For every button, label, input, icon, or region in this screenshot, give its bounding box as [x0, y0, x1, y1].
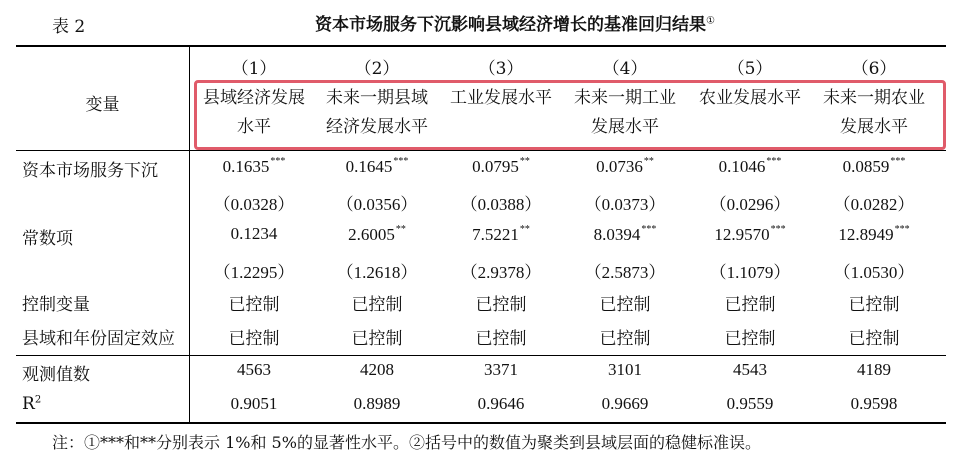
cell-value: 0.0859	[842, 157, 890, 176]
cell-value: 已控制	[351, 329, 403, 348]
cell-value: 0.0736	[596, 157, 643, 176]
cell-value: 4543	[733, 360, 767, 379]
table-cell	[315, 290, 439, 315]
cell-value: 已控制	[475, 295, 527, 314]
column-header-line2: 经济发展水平	[326, 117, 428, 137]
significance-stars: **	[519, 224, 530, 235]
cell-value: 0.9559	[726, 394, 774, 413]
cell-value: （2.9378）	[460, 263, 542, 282]
cell-value: （1.2295）	[213, 263, 295, 282]
significance-stars: **	[519, 156, 530, 167]
significance-stars: ***	[894, 224, 910, 235]
row-label-text: 控制变量	[22, 295, 90, 315]
table-cell	[192, 394, 316, 414]
cell-value: （0.0328）	[213, 195, 295, 214]
cell-value: 0.9598	[850, 394, 898, 413]
cell-value: 2.6005	[348, 225, 395, 244]
cell-value: （1.2618）	[336, 263, 418, 282]
cell-value: （0.0356）	[336, 195, 418, 214]
cell-value: 4208	[360, 360, 394, 379]
cell-value: 4189	[857, 360, 891, 379]
significance-stars: ***	[890, 156, 906, 167]
cell-value: 0.8989	[353, 394, 401, 413]
significance-stars: ***	[641, 224, 657, 235]
column-header-num: （6）	[851, 59, 897, 79]
cell-value: 0.1234	[230, 224, 278, 243]
table-cell	[315, 156, 439, 177]
column-header-num: （3）	[478, 59, 524, 79]
table-cell	[563, 258, 687, 283]
cell-value: （1.0530）	[833, 263, 915, 282]
table-cell	[688, 258, 812, 283]
obs-rule	[16, 355, 946, 356]
cell-value: （0.0282）	[833, 195, 915, 214]
title-note-marker: ①	[706, 15, 715, 27]
column-header-line2: 发展水平	[591, 117, 659, 137]
table-cell	[439, 156, 563, 177]
table-cell	[439, 224, 563, 245]
significance-stars: ***	[270, 156, 286, 167]
cell-value: 已控制	[599, 329, 651, 348]
table-cell	[563, 156, 687, 177]
cell-value: 0.1645	[345, 157, 393, 176]
row-label	[22, 224, 73, 249]
table-title-row	[0, 8, 970, 36]
table-cell	[315, 190, 439, 215]
row-label	[22, 156, 158, 181]
table-cell	[439, 290, 563, 315]
table-cell	[192, 156, 316, 177]
row-label-superscript: 2	[34, 394, 42, 406]
column-header-line2: 发展水平	[840, 117, 908, 137]
table-cell	[812, 324, 936, 349]
column-header-line1: 县域经济发展	[203, 88, 305, 108]
table-cell	[439, 360, 563, 380]
table-cell	[812, 258, 936, 283]
table-cell	[192, 258, 316, 283]
row-label-text: 资本市场服务下沉	[22, 161, 158, 181]
table-cell	[563, 224, 687, 245]
row-label	[22, 324, 175, 349]
table-cell	[688, 324, 812, 349]
cell-value: 12.8949	[838, 225, 894, 244]
table-cell	[315, 258, 439, 283]
table-label: 表 2	[52, 17, 86, 37]
table-title-text: 资本市场服务下沉影响县域经济增长的基准回归结果	[315, 15, 707, 35]
column-header-line1: 农业发展水平	[699, 88, 801, 108]
table-cell	[315, 224, 439, 245]
table-cell	[688, 394, 812, 414]
table-cell	[439, 324, 563, 349]
table-cell	[563, 324, 687, 349]
table-title	[0, 10, 970, 35]
column-header-line2: 水平	[237, 117, 271, 137]
row-label	[22, 360, 90, 385]
header-rule	[16, 150, 946, 151]
cell-value: 已控制	[351, 295, 403, 314]
column-header-line1: 工业发展水平	[450, 88, 552, 108]
top-rule	[16, 45, 946, 47]
cell-value: 0.9646	[477, 394, 525, 413]
cell-value: 0.1635	[222, 157, 270, 176]
table-cell	[315, 360, 439, 380]
cell-value: 0.1046	[718, 157, 766, 176]
table-cell	[688, 224, 812, 245]
cell-value: 已控制	[724, 329, 776, 348]
table-cell	[563, 360, 687, 380]
significance-stars: ***	[766, 156, 782, 167]
table-cell	[192, 324, 316, 349]
stub-divider	[189, 46, 190, 423]
variable-header: 变量	[85, 95, 120, 115]
significance-stars: **	[643, 156, 654, 167]
table-cell	[192, 224, 316, 244]
row-label-text: 县域和年份固定效应	[22, 329, 175, 349]
cell-value: 已控制	[848, 295, 900, 314]
row-label	[22, 290, 90, 315]
column-header-line1: 未来一期工业	[574, 88, 676, 108]
table-cell	[688, 190, 812, 215]
table-cell	[192, 360, 316, 380]
cell-value: 4563	[237, 360, 271, 379]
table-cell	[563, 394, 687, 414]
bottom-rule	[16, 422, 946, 424]
highlight-box	[194, 80, 946, 150]
significance-stars: ***	[393, 156, 409, 167]
cell-value: 已控制	[228, 329, 280, 348]
table-cell	[812, 394, 936, 414]
cell-value: 0.9669	[601, 394, 649, 413]
table-cell	[192, 290, 316, 315]
cell-value: 3101	[608, 360, 642, 379]
cell-value: （2.5873）	[584, 263, 666, 282]
cell-value: 8.0394	[593, 225, 641, 244]
table-cell	[439, 394, 563, 414]
cell-value: 已控制	[599, 295, 651, 314]
cell-value: 12.9570	[714, 225, 770, 244]
cell-value: 已控制	[724, 295, 776, 314]
table-cell	[563, 190, 687, 215]
cell-value: 0.9051	[230, 394, 278, 413]
column-header-num: （1）	[231, 59, 277, 79]
table-cell	[688, 290, 812, 315]
column-header-num: （2）	[354, 59, 400, 79]
table-cell	[812, 360, 936, 380]
table-cell	[315, 324, 439, 349]
cell-value: （0.0388）	[460, 195, 542, 214]
cell-value: 已控制	[475, 329, 527, 348]
row-label-text: 常数项	[22, 229, 73, 249]
table-cell	[688, 360, 812, 380]
table-footnote: 注：①***和**分别表示 1%和 5%的显著性水平。②括号中的数值为聚类到县域层面的稳健标准误。	[52, 433, 761, 452]
table-cell	[192, 190, 316, 215]
significance-stars: ***	[770, 224, 786, 235]
table-cell	[812, 190, 936, 215]
table-cell	[812, 224, 936, 245]
row-label	[22, 394, 41, 414]
column-header-line1: 未来一期县域	[326, 88, 428, 108]
cell-value: （0.0373）	[584, 195, 666, 214]
table-cell	[812, 290, 936, 315]
cell-value: （0.0296）	[709, 195, 791, 214]
cell-value: 已控制	[848, 329, 900, 348]
significance-stars: **	[395, 224, 406, 235]
table-cell	[563, 290, 687, 315]
cell-value: 已控制	[228, 295, 280, 314]
table-cell	[315, 394, 439, 414]
row-label-text: 观测值数	[22, 365, 90, 385]
cell-value: 0.0795	[472, 157, 519, 176]
table-cell	[812, 156, 936, 177]
column-header-num: （4）	[602, 59, 648, 79]
cell-value: （1.1079）	[709, 263, 791, 282]
cell-value: 7.5221	[472, 225, 519, 244]
table-cell	[439, 258, 563, 283]
table-cell	[688, 156, 812, 177]
column-header-line1: 未来一期农业	[823, 88, 925, 108]
column-header-num: （5）	[727, 59, 773, 79]
row-label-text: R	[22, 394, 35, 414]
table-cell	[439, 190, 563, 215]
cell-value: 3371	[484, 360, 518, 379]
